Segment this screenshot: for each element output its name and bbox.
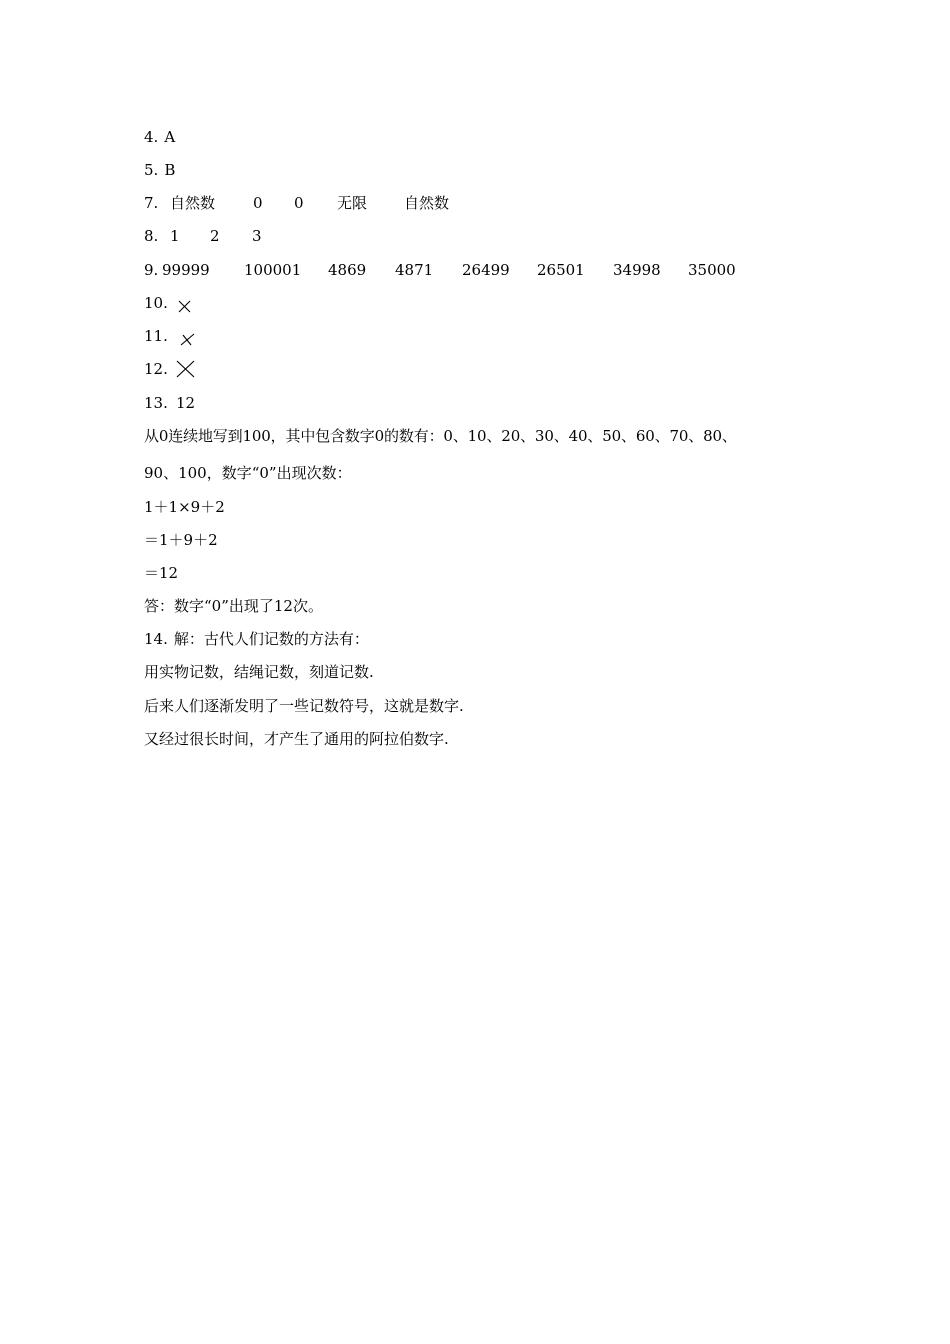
answer-text: A [164, 128, 176, 146]
answer-9 [144, 259, 736, 281]
answer-4 [144, 126, 175, 148]
calculation-line: ＝12 [144, 564, 179, 582]
question-number: 4. [144, 128, 159, 146]
answer-item: 0 [294, 194, 304, 212]
answer-12 [144, 358, 174, 380]
answer-text: 12 [176, 394, 196, 412]
question-number: 8. [144, 227, 159, 245]
explanation-line: 90、100，数字“0”出现次数： [144, 464, 352, 482]
answer-item: 自然数 [170, 194, 216, 212]
question-number: 5. [144, 161, 159, 179]
answer-item: 4869 [328, 261, 367, 279]
answer-item: 1 [170, 227, 180, 245]
answer-item: 100001 [244, 261, 302, 279]
answer-statement: 答：数字“0”出现了12次。 [144, 597, 323, 615]
answer-item: 3 [252, 227, 262, 245]
answer-text: 解：古代人们记数的方法有： [173, 630, 369, 648]
cross-mark-icon [176, 360, 195, 384]
calculation-line: 1＋1×9＋2 [144, 498, 225, 516]
question-number: 10. [144, 294, 168, 312]
answer-item: 34998 [613, 261, 661, 279]
answer-item: 4871 [395, 261, 434, 279]
question-number: 7. [144, 194, 159, 212]
question-number: 9. [144, 261, 159, 279]
answer-10 [144, 292, 174, 314]
answer-7 [144, 192, 450, 214]
answer-item: 35000 [688, 261, 736, 279]
answer-item: 26501 [537, 261, 585, 279]
question-number: 11. [144, 327, 168, 345]
answer-item: 26499 [462, 261, 510, 279]
answer-item: 无限 [337, 194, 368, 212]
explanation-line: 又经过很长时间，才产生了通用的阿拉伯数字. [144, 730, 449, 748]
answer-item: 2 [210, 227, 220, 245]
answer-14 [144, 628, 369, 650]
answer-item: 自然数 [404, 194, 450, 212]
explanation-line: 用实物记数，结绳记数，刻道记数. [144, 663, 374, 681]
answer-text: B [164, 161, 176, 179]
cross-mark-icon [178, 297, 191, 319]
explanation-line: 后来人们逐渐发明了一些记数符号，这就是数字. [144, 697, 464, 715]
answer-13 [144, 392, 196, 414]
question-number: 12. [144, 360, 168, 378]
cross-mark-icon [180, 330, 195, 352]
explanation-line: 从0连续地写到100，其中包含数字0的数有：0、10、20、30、40、50、60、70、80、 [144, 427, 737, 445]
answer-5 [144, 159, 175, 181]
question-number: 14. [144, 630, 168, 648]
question-number: 13. [144, 394, 168, 412]
answer-item: 0 [253, 194, 263, 212]
answer-item: 99999 [162, 261, 210, 279]
answer-11 [144, 325, 174, 347]
answer-8 [144, 225, 262, 247]
calculation-line: ＝1＋9＋2 [144, 531, 218, 549]
